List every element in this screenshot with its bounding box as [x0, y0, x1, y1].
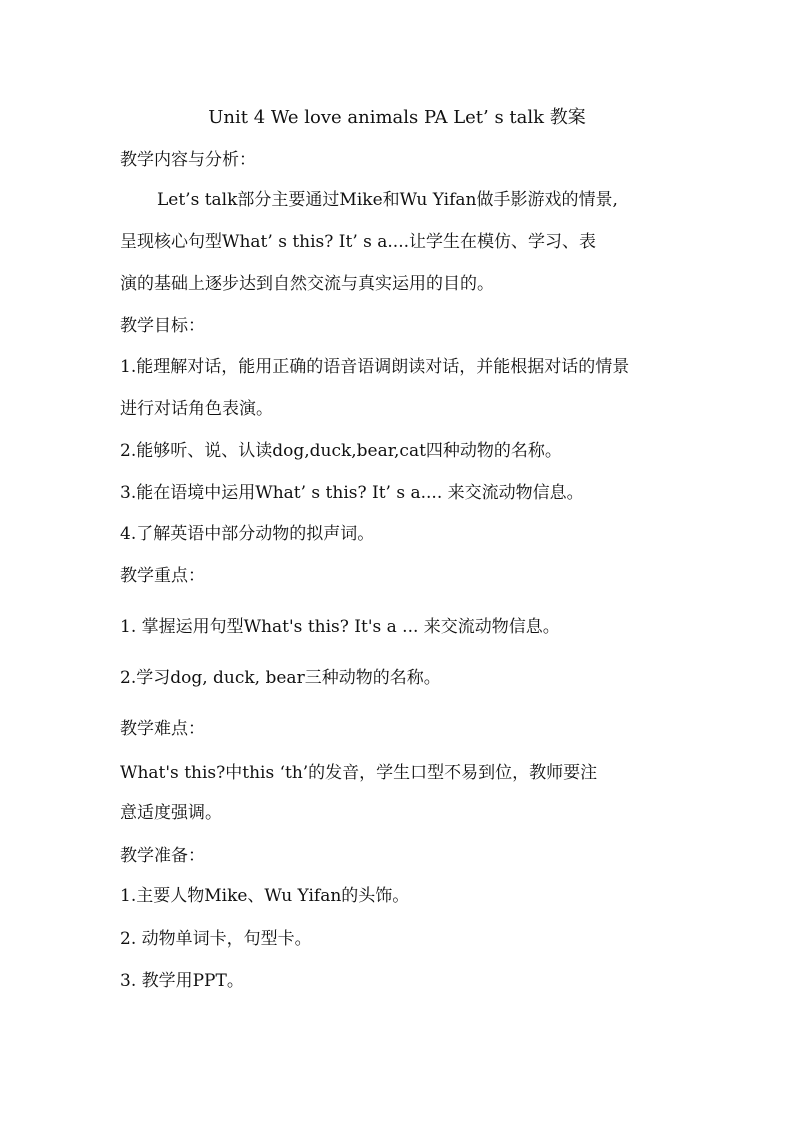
section-heading-preparation: 教学准备：: [120, 846, 205, 866]
objective-line-2: 进行对话角色表演。: [120, 399, 273, 419]
preparation-line-2: 2. 动物单词卡，句型卡。: [120, 929, 312, 949]
difficult-point-line-1: What's this?中this ‘th’的发音，学生口型不易到位，教师要注: [120, 763, 598, 783]
content-analysis-line-1: Let’s talk部分主要通过Mike和Wu Yifan做手影游戏的情景,: [157, 190, 618, 210]
objective-line-5: 4.了解英语中部分动物的拟声词。: [120, 524, 375, 544]
document-title: Unit 4 We love animals PA Let’ s talk 教案: [208, 107, 586, 128]
section-heading-content-analysis: 教学内容与分析：: [120, 150, 256, 170]
content-analysis-line-3: 演的基础上逐步达到自然交流与真实运用的目的。: [120, 274, 494, 294]
key-point-line-1: 1. 掌握运用句型What's this? It's a ... 来交流动物信息。: [120, 617, 560, 637]
section-heading-objectives: 教学目标：: [120, 316, 205, 336]
objective-line-4: 3.能在语境中运用What’ s this? It’ s a.... 来交流动物信息。: [120, 483, 584, 503]
section-heading-difficult-points: 教学难点：: [120, 719, 205, 739]
preparation-line-1: 1.主要人物Mike、Wu Yifan的头饰。: [120, 886, 410, 906]
section-heading-key-points: 教学重点：: [120, 566, 205, 586]
preparation-line-3: 3. 教学用PPT。: [120, 971, 244, 991]
objective-line-1: 1.能理解对话，能用正确的语音语调朗读对话，并能根据对话的情景: [120, 357, 630, 377]
objective-line-3: 2.能够听、说、认读dog,duck,bear,cat四种动物的名称。: [120, 441, 562, 461]
content-analysis-line-2: 呈现核心句型What’ s this? It’ s a....让学生在模仿、学习、表: [120, 232, 597, 252]
difficult-point-line-2: 意适度强调。: [120, 803, 222, 823]
key-point-line-2: 2.学习dog, duck, bear三种动物的名称。: [120, 668, 441, 688]
